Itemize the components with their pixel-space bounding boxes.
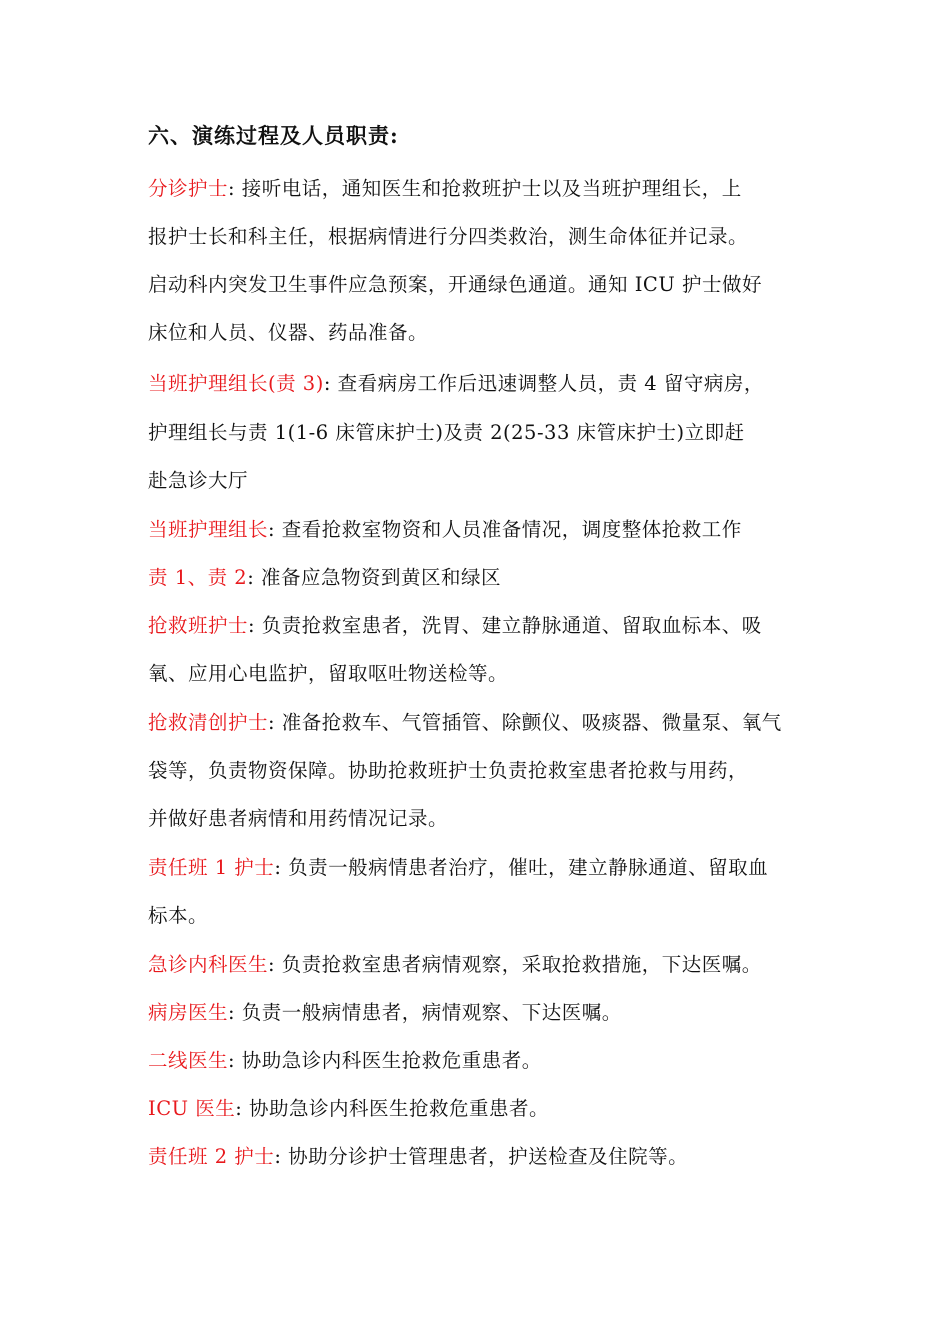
entry-line bbox=[148, 269, 762, 297]
duty-text: : 准备应急物资到黄区和绿区 bbox=[247, 566, 501, 589]
entry-line bbox=[148, 368, 764, 396]
entry-line bbox=[148, 1093, 549, 1121]
duty-text: : 查看病房工作后迅速调整人员，责 4 留守病房， bbox=[323, 372, 764, 395]
duty-text: 启动科内突发卫生事件应急预案，开通绿色通道。通知 ICU 护士做好 bbox=[148, 273, 762, 296]
role-label: ICU 医生 bbox=[148, 1097, 236, 1120]
entry-line bbox=[148, 1141, 688, 1169]
role-label: 责任班 1 护士 bbox=[148, 856, 275, 879]
duty-text: 标本。 bbox=[148, 904, 209, 927]
role-label: 当班护理组长 bbox=[148, 518, 269, 541]
role-label: 病房医生 bbox=[148, 1001, 229, 1024]
entry-line bbox=[148, 949, 762, 977]
entry-line bbox=[148, 900, 208, 928]
role-label: 责 1、责 2 bbox=[148, 566, 248, 589]
role-label: 二线医生 bbox=[148, 1049, 229, 1072]
duty-text: : 负责一般病情患者，病情观察、下达医嘱。 bbox=[228, 1001, 622, 1024]
entry-line bbox=[148, 997, 622, 1025]
entry-line bbox=[148, 852, 768, 880]
duty-text: : 负责一般病情患者治疗，催吐，建立静脉通道、留取血 bbox=[274, 856, 769, 879]
entry-line bbox=[148, 514, 742, 542]
entry-line bbox=[148, 221, 748, 249]
entry-line bbox=[148, 803, 448, 831]
entry-line bbox=[148, 562, 501, 590]
entry-line bbox=[148, 707, 782, 735]
entry-line bbox=[148, 1045, 542, 1073]
entry-line bbox=[148, 755, 748, 783]
duty-text: 报护士长和科主任，根据病情进行分四类救治，测生命体征并记录。 bbox=[148, 225, 749, 248]
role-label: 抢救班护士 bbox=[148, 614, 249, 637]
role-label: 责任班 2 护士 bbox=[148, 1145, 275, 1168]
entry-line bbox=[148, 417, 745, 445]
duty-text: : 准备抢救车、气管插管、除颤仪、吸痰器、微量泵、氧气 bbox=[268, 711, 782, 734]
duty-text: : 协助急诊内科医生抢救危重患者。 bbox=[235, 1097, 550, 1120]
entry-line bbox=[148, 658, 508, 686]
entry-line bbox=[148, 610, 762, 638]
role-label: 分诊护士 bbox=[148, 177, 229, 200]
duty-text: 床位和人员、仪器、药品准备。 bbox=[148, 321, 429, 344]
duty-text: 氧、应用心电监护，留取呕吐物送检等。 bbox=[148, 662, 509, 685]
entry-line bbox=[148, 465, 248, 493]
duty-text: : 协助分诊护士管理患者，护送检查及住院等。 bbox=[274, 1145, 689, 1168]
duty-text: : 负责抢救室患者，洗胃、建立静脉通道、留取血标本、吸 bbox=[248, 614, 762, 637]
role-label: 当班护理组长(责 3) bbox=[148, 372, 324, 395]
entry-line bbox=[148, 173, 742, 201]
role-label: 抢救清创护士 bbox=[148, 711, 269, 734]
duty-text: : 协助急诊内科医生抢救危重患者。 bbox=[228, 1049, 542, 1072]
role-label: 急诊内科医生 bbox=[148, 953, 269, 976]
section-title: 六、演练过程及人员职责: bbox=[148, 123, 399, 148]
duty-text: : 接听电话，通知医生和抢救班护士以及当班护理组长，上 bbox=[228, 177, 742, 200]
duty-text: : 负责抢救室患者病情观察，采取抢救措施，下达医嘱。 bbox=[268, 953, 762, 976]
entry-line bbox=[148, 317, 428, 345]
duty-text: 赴急诊大厅 bbox=[148, 469, 249, 492]
duty-text: : 查看抢救室物资和人员准备情况，调度整体抢救工作 bbox=[268, 518, 742, 541]
duty-text: 并做好患者病情和用药情况记录。 bbox=[148, 807, 449, 830]
duty-text: 袋等，负责物资保障。协助抢救班护士负责抢救室患者抢救与用药， bbox=[148, 759, 749, 782]
duty-text: 护理组长与责 1(1-6 床管床护士)及责 2(25-33 床管床护士)立即赶 bbox=[148, 421, 745, 444]
